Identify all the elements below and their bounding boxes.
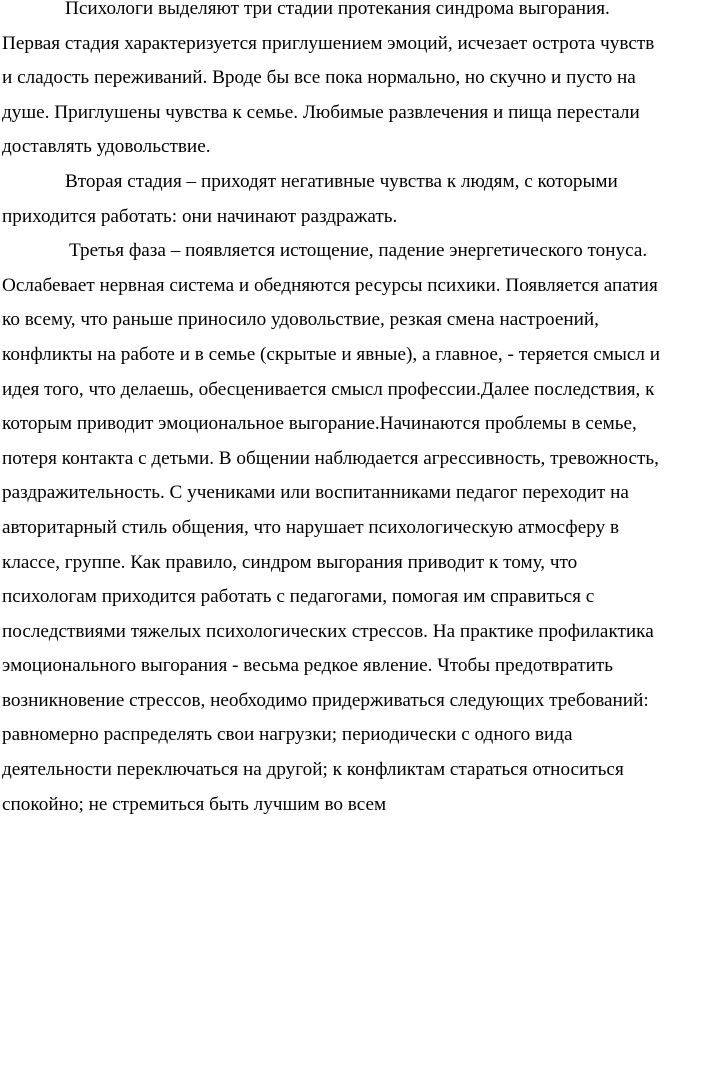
paragraph-3-line-4: конфликты на работе и в семье (скрытые и явные), а главное, - теряется смысл и (2, 343, 661, 365)
paragraph-2-line-1: Вторая стадия – приходят негативные чувства к людям, с которыми (65, 170, 618, 192)
paragraph-3-line-15: равномерно распределять свои нагрузки; периодически с одного вида (2, 724, 573, 746)
paragraph-3-line-10: классе, группе. Как правило, синдром выгорания приводит к тому, что (2, 551, 578, 573)
paragraph-3-line-9: авторитарный стиль общения, что нарушает психологическую атмосферу в (2, 516, 620, 538)
paragraph-3-line-11: психологам приходится работать с педагогами, помогая им справиться с (2, 586, 595, 608)
paragraph-3-line-13: эмоционального выгорания - весьма редкое явление. Чтобы предотвратить (2, 655, 613, 677)
paragraph-3-line-8: раздражительность. С учениками или воспитанниками педагог переходит на (2, 482, 629, 504)
paragraph-2-line-2: приходится работать: они начинают раздражать. (2, 205, 398, 227)
paragraph-3-line-14: возникновение стрессов, необходимо придерживаться следующих требований: (2, 689, 649, 711)
paragraph-1-line-4: душе. Приглушены чувства к семье. Любимые развлечения и пища перестали (2, 101, 640, 123)
paragraph-1-line-1: Психологи выделяют три стадии протекания синдрома выгорания. (65, 0, 610, 19)
paragraph-3-line-2: Ослабевает нервная система и обедняются ресурсы психики. Появляется апатия (2, 274, 658, 296)
paragraph-3-line-1: Третья фаза – появляется истощение, падение энергетического тонуса. (69, 240, 648, 262)
document-body (2, 0, 704, 822)
paragraph-3-line-5: идея того, что делаешь, обесценивается смысл профессии.Далее последствия, к (2, 378, 655, 400)
paragraph-1-line-3: и сладость переживаний. Вроде бы все пока нормально, но скучно и пусто на (2, 67, 636, 89)
paragraph-3-line-17: спокойно; не стремиться быть лучшим во всем (2, 793, 387, 815)
paragraph-3-line-7: потеря контакта с детьми. В общении наблюдается агрессивность, тревожность, (2, 447, 659, 469)
paragraph-3-line-16: деятельности переключаться на другой; к конфликтам стараться относиться (2, 759, 624, 781)
paragraph-3-line-3: ко всему, что раньше приносило удовольствие, резкая смена настроений, (2, 309, 599, 331)
paragraph-3-line-12: последствиями тяжелых психологических стрессов. На практике профилактика (2, 620, 654, 642)
paragraph-3-line-6: которым приводит эмоциональное выгорание.Начинаются проблемы в семье, (2, 413, 637, 435)
paragraph-1-line-5: доставлять удовольствие. (2, 136, 211, 158)
paragraph-1-line-2: Первая стадия характеризуется приглушением эмоций, исчезает острота чувств (2, 32, 655, 54)
